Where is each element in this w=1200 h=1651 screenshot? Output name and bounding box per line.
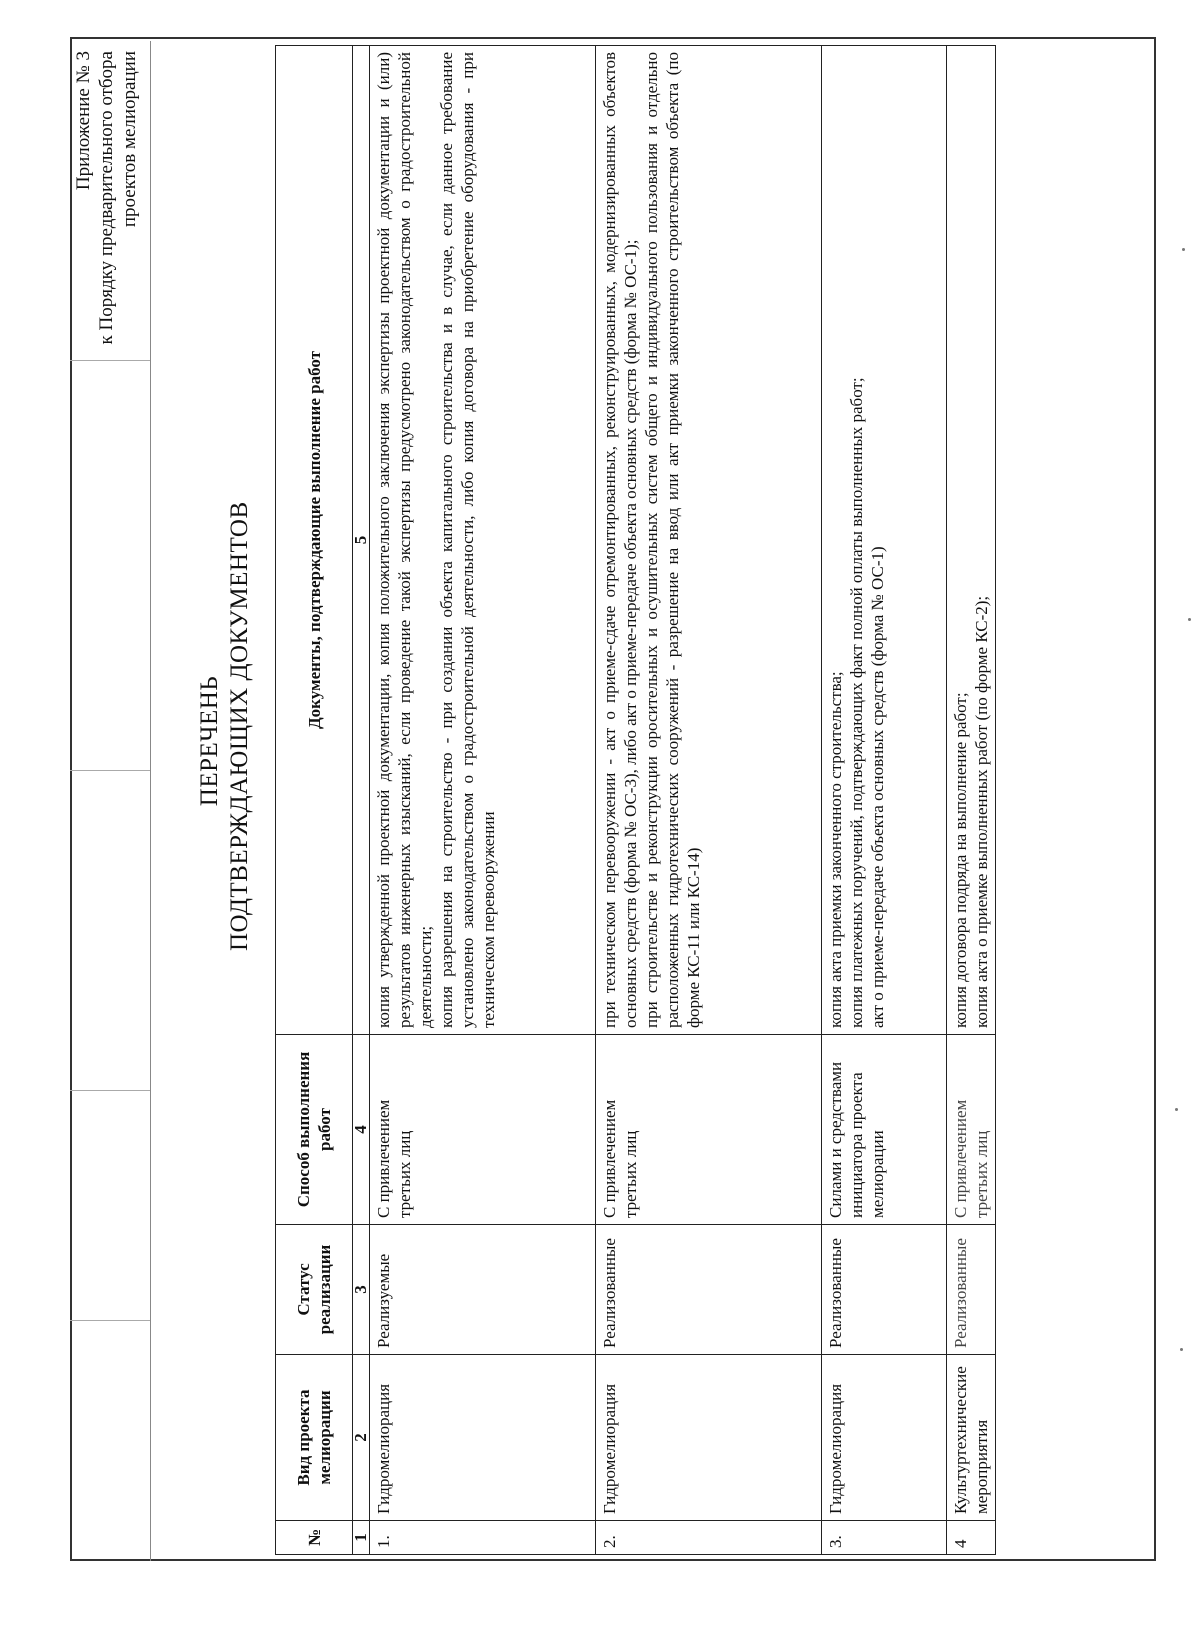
scan-speck [1180,1348,1183,1351]
title-line-1: ПЕРЕЧЕНЬ [196,675,223,807]
row-project-type: Гидромелиорация [370,1355,596,1521]
row-documents [947,46,996,1035]
row-status: Реализованные [822,1225,947,1355]
row-number: 3. [822,1521,947,1555]
scan-speck [1182,248,1185,251]
row-number: 1. [370,1521,596,1555]
column-number-row [353,46,370,1555]
header-project-type: Вид проекта мелиорации [276,1355,353,1521]
table-header-row [276,46,353,1555]
appendix-line-3: проектов мелиорации [119,51,140,228]
document-item: копия разрешения на строительство - при создании объекта капитального строительства и в случае, если данное требование установлено законодательством о градостроительной деятельности, либо копия договора на приобретение оборудования - при техническом перевооружении [437,52,498,1028]
scan-speck [1188,618,1191,621]
column-number: 2 [353,1355,370,1521]
row-number: 2. [596,1521,822,1555]
header-number: № [276,1521,353,1555]
table-row [370,46,596,1555]
appendix-note [72,51,141,361]
column-number: 1 [353,1521,370,1555]
header-documents: Документы, подтверждающие выполнение работ [276,46,353,1035]
row-status: Реализуемые [370,1225,596,1355]
row-method: Силами и средствами инициатора проекта мелиорации [822,1035,947,1225]
title-line-2: ПОДТВЕРЖДАЮЩИХ ДОКУМЕНТОВ [226,501,253,951]
header-tick [70,1090,150,1091]
document-item: копия акта о приемке выполненных работ (по форме КС-2); [972,595,991,1028]
row-method: С привлечением третьих лиц [596,1035,822,1225]
document-item: копия акта приемки законченного строительства; [826,671,845,1028]
header-tick [70,770,150,771]
header-tick [70,1320,150,1321]
row-status: Реализованные [596,1225,822,1355]
row-status: Реализованные [947,1225,996,1355]
header-divider [150,41,151,1561]
column-number: 3 [353,1225,370,1355]
column-number: 4 [353,1035,370,1225]
appendix-line-2: к Порядку предварительного отбора [96,51,117,345]
row-method: С привлечением третьих лиц [947,1035,996,1225]
table-row [822,46,947,1555]
table-row [947,46,996,1555]
document-item: при строительстве и реконструкции оросительных и осушительных систем общего и индивидуального пользования и отдельно расположенных гидротехнических сооружений - разрешение на ввод или акт приемки законченного строительством объекта (по форме КС-11 или КС-14) [642,52,703,1028]
row-project-type: Культуртехнические мероприятия [947,1355,996,1521]
document-item: копия утвержденной проектной документации, копия положительного заключения экспертизы проектной документации и (или) результатов инженерных изысканий, если проведение такой экспертизы предусмотрено законодательством о градостроительной деятельности; [374,52,435,1028]
header-method: Способ выполнения работ [276,1035,353,1225]
header-status: Статус реализации [276,1225,353,1355]
row-documents [370,46,596,1035]
column-number: 5 [353,46,370,1035]
table-row [596,46,822,1555]
row-project-type: Гидромелиорация [596,1355,822,1521]
document-item: акт о приеме-передаче объекта основных средств (форма № ОС-1) [868,546,887,1028]
document-item: копия платежных поручений, подтверждающих факт полной оплаты выполненных работ; [847,377,866,1028]
document-item: копия договора подряда на выполнение работ; [951,692,970,1028]
row-method: С привлечением третьих лиц [370,1035,596,1225]
scan-speck [1175,1108,1178,1111]
row-documents [822,46,947,1035]
row-number: 4 [947,1521,996,1555]
appendix-line-1: Приложение № 3 [73,51,94,191]
document-title [195,501,255,951]
row-project-type: Гидромелиорация [822,1355,947,1521]
document-item: при техническом перевооружении - акт о приеме-сдаче отремонтированных, реконструированных, модернизированных объектов основных средств (форма № ОС-3), либо акт о приеме-передаче объекта основных средств (форма № ОС-1); [600,52,640,1028]
documents-table [275,45,996,1555]
row-documents [596,46,822,1035]
